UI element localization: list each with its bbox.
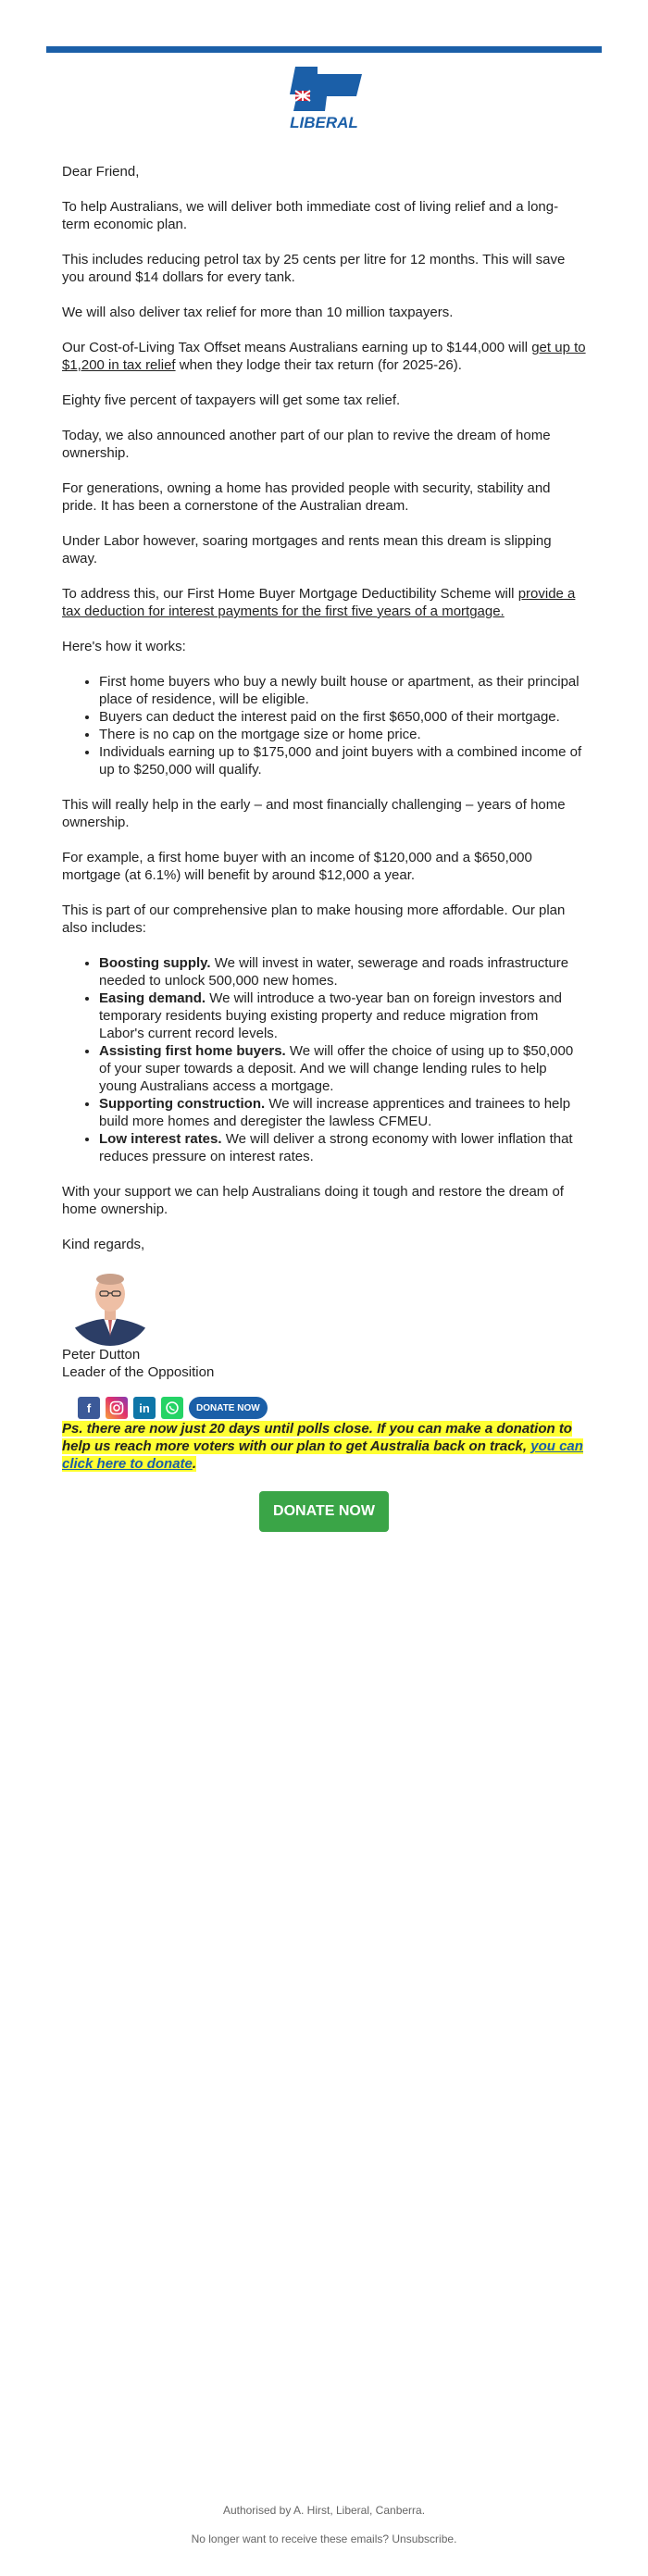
liberal-logo[interactable] <box>286 67 362 131</box>
donate-link[interactable]: you can click here to donate <box>62 1438 583 1472</box>
item-heading: Boosting supply. <box>99 955 211 971</box>
text: when they lodge their tax return (for 2025-26). <box>175 357 462 373</box>
paragraph: Today, we also announced another part of our plan to revive the dream of home ownership. <box>62 428 551 461</box>
footer-authorised: Authorised by A. Hirst, Liberal, Canberra. <box>222 2504 426 2517</box>
tax-deduction-link[interactable]: provide a tax deduction for interest payments for the first five years of a mortgage. <box>62 586 576 619</box>
greeting: Dear Friend, <box>62 164 140 180</box>
scheme-paragraph <box>62 585 586 620</box>
list-item: • There is no cap on the mortgage size or home price. <box>99 726 586 743</box>
ps-highlight <box>62 1421 583 1472</box>
list-item: • First home buyers who buy a newly built house or apartment, as their principal place of residence, will be eligible. <box>99 673 586 708</box>
ps-message <box>62 1420 586 1473</box>
how-it-works-list <box>62 673 586 778</box>
tax-offset-paragraph <box>62 339 586 374</box>
tax-relief-link[interactable]: get up to $1,200 in tax relief <box>62 340 586 373</box>
paragraph: Eighty five percent of taxpayers will get some tax relief. <box>62 392 401 408</box>
paragraph: We will also deliver tax relief for more than 10 million taxpayers. <box>62 305 454 320</box>
donate-now-pill-button[interactable]: DONATE NOW <box>189 1397 268 1419</box>
list-item <box>99 989 586 1042</box>
list-item <box>99 1095 586 1130</box>
paragraph: Under Labor however, soaring mortgages and rents mean this dream is slipping away. <box>62 533 552 566</box>
signatory-title: Leader of the Opposition <box>62 1364 215 1380</box>
item-heading: Supporting construction. <box>99 1096 266 1112</box>
list-item <box>99 1042 586 1095</box>
top-accent-bar <box>46 46 602 53</box>
item-text: We will introduce a two-year ban on foreign investors and temporary residents buying existing property and reduce migration from Labor's current record levels. <box>99 990 562 1041</box>
paragraph: This is part of our comprehensive plan to make housing more affordable. Our plan also includes: <box>62 902 566 936</box>
how-it-works-heading: Here's how it works: <box>62 639 186 654</box>
linkedin-icon[interactable]: in <box>133 1397 156 1419</box>
sign-off: Kind regards, <box>62 1237 145 1252</box>
list-item <box>99 954 586 989</box>
instagram-icon[interactable] <box>106 1397 128 1419</box>
item-heading: Assisting first home buyers. <box>99 1043 286 1059</box>
paragraph: For example, a first home buyer with an income of $120,000 and a $650,000 mortgage (at 6.1%) will benefit by around $12,000 a year. <box>62 850 532 883</box>
email-body <box>62 163 586 1532</box>
signatory-photo <box>67 1259 154 1346</box>
facebook-icon[interactable]: f <box>78 1397 100 1419</box>
ps-end: . <box>192 1456 197 1472</box>
signature-block <box>62 1346 586 1381</box>
closing-paragraph: With your support we can help Australians doing it tough and restore the dream of home ownership. <box>62 1184 564 1217</box>
ps-text: Ps. there are now just 20 days until polls close. If you can make a donation to help us reach more voters with our plan to get Australia back on track, <box>62 1421 572 1454</box>
social-links <box>78 1396 586 1420</box>
list-item <box>99 1130 586 1165</box>
item-heading: Easing demand. <box>99 990 206 1006</box>
paragraph: This includes reducing petrol tax by 25 cents per litre for 12 months. This will save you around $14 dollars for every tank. <box>62 252 566 285</box>
paragraph: To help Australians, we will deliver both immediate cost of living relief and a long-term economic plan. <box>62 199 559 232</box>
paragraph: For generations, owning a home has provided people with security, stability and pride. It has been a cornerstone of the Australian dream. <box>62 480 551 514</box>
item-text: We will offer the choice of using up to $50,000 of your super towards a deposit. And we will change lending rules to help young Australians access a mortgage. <box>99 1043 574 1094</box>
signatory-name: Peter Dutton <box>62 1347 141 1363</box>
list-item: • Individuals earning up to $175,000 and joint buyers with a combined income of up to $250,000 will qualify. <box>99 743 586 778</box>
logo-wordmark: LIBERAL <box>290 114 358 131</box>
text: To address this, our First Home Buyer Mortgage Deductibility Scheme will <box>62 586 518 602</box>
paragraph: This will really help in the early – and most financially challenging – years of home ownership. <box>62 797 566 830</box>
item-text: We will invest in water, sewerage and roads infrastructure needed to unlock 500,000 new homes. <box>99 955 569 989</box>
plan-list <box>62 954 586 1165</box>
text: Our Cost-of-Living Tax Offset means Australians earning up to $144,000 will <box>62 340 532 355</box>
whatsapp-icon[interactable] <box>161 1397 183 1419</box>
footer-unsubscribe-link[interactable]: No longer want to receive these emails? Unsubscribe. <box>191 2532 457 2545</box>
item-text: We will deliver a strong economy with lower inflation that reduces pressure on interest rates. <box>99 1131 573 1164</box>
list-item: • Buyers can deduct the interest paid on the first $650,000 of their mortgage. <box>99 708 586 726</box>
item-heading: Low interest rates. <box>99 1131 222 1147</box>
item-text: We will increase apprentices and trainees to help build more homes and deregister the lawless CFMEU. <box>99 1096 571 1129</box>
donate-now-button[interactable]: DONATE NOW <box>259 1491 389 1532</box>
